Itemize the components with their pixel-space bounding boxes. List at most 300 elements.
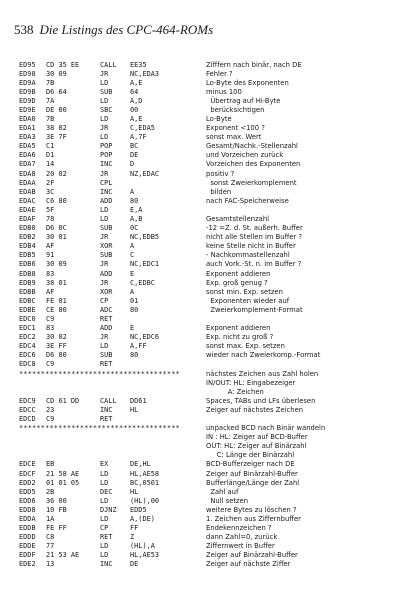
bytes-cell: 2B <box>46 487 55 496</box>
comment-text: Exp. nicht zu groß ? <box>206 333 274 342</box>
address-cell: EDD6 <box>19 496 36 505</box>
comment-text: unpacked BCD nach Binär wandeln <box>206 424 326 433</box>
comment-text: Übertrag auf Hi-Byte <box>206 96 281 105</box>
operand-cell: A <box>130 187 135 196</box>
operand-cell: C,EDBC <box>130 278 155 287</box>
address-cell: EDDF <box>19 551 36 560</box>
listing-row <box>0 360 419 368</box>
listing-row <box>0 270 419 278</box>
page-number: 538 <box>14 22 34 37</box>
mnemonic-cell: SBC <box>100 105 113 114</box>
mnemonic-cell: LD <box>100 215 109 224</box>
bytes-cell: C9 <box>46 315 55 324</box>
address-cell: EDCF <box>19 469 36 478</box>
address-cell: EDD2 <box>19 478 36 487</box>
mnemonic-cell: INC <box>100 405 113 414</box>
comment-text: wieder nach Zweierkomp.-Format <box>206 351 321 360</box>
operand-cell: DE <box>130 560 139 569</box>
address-cell: EDC4 <box>19 342 36 351</box>
operand-cell: 80 <box>130 196 139 205</box>
bytes-cell: DE 00 <box>46 105 67 114</box>
address-cell: ED95 <box>19 60 36 69</box>
mnemonic-cell: CP <box>100 524 109 533</box>
comment-text: sonst min. Exp. setzen <box>206 287 283 296</box>
bytes-cell: C6 80 <box>46 196 67 205</box>
listing-row <box>0 306 419 314</box>
listing-row <box>0 160 419 168</box>
bytes-cell: 3E FF <box>46 342 67 351</box>
mnemonic-cell: JR <box>100 333 109 342</box>
mnemonic-cell: JR <box>100 124 109 133</box>
address-cell: EDC1 <box>19 324 36 333</box>
bytes-cell: 1A <box>46 515 55 523</box>
listing-row <box>0 297 419 305</box>
address-cell: EDCE <box>19 460 36 469</box>
mnemonic-cell: LD <box>100 478 109 487</box>
listing-row <box>0 324 419 332</box>
bytes-cell: 38 01 <box>46 278 67 287</box>
address-cell: EDC9 <box>19 396 36 405</box>
comment-text: IN : HL: Zeiger auf BCD-Buffer <box>206 433 308 442</box>
bytes-cell: 14 <box>46 160 55 169</box>
mnemonic-cell: LD <box>100 551 109 560</box>
mnemonic-cell: LD <box>100 96 109 105</box>
mnemonic-cell: CPL <box>100 178 113 187</box>
listing-row <box>0 170 419 178</box>
bytes-cell: 36 00 <box>46 496 67 505</box>
bytes-cell: 7A <box>46 96 55 105</box>
comment-text: keine Stelle nicht in Buffer <box>206 242 296 251</box>
listing-row <box>0 315 419 323</box>
comment-text: Zeiger auf nächstes Zeichen <box>206 405 304 414</box>
operand-cell: C,EDA5 <box>130 124 155 133</box>
address-cell: EDDE <box>19 542 36 551</box>
bytes-cell: 23 <box>46 405 55 414</box>
listing-row <box>0 197 419 205</box>
address-cell: EDD8 <box>19 505 36 514</box>
bytes-cell: CE 80 <box>46 305 67 314</box>
comment-text: Zahl auf <box>206 487 239 496</box>
mnemonic-cell: CALL <box>100 396 117 405</box>
address-cell: ED9B <box>19 87 36 96</box>
operand-cell: A,D <box>130 96 143 105</box>
bytes-cell: 7B <box>46 115 55 124</box>
bytes-cell: 30 01 <box>46 233 67 242</box>
bytes-cell: D1 <box>46 151 55 160</box>
bytes-cell: 21 58 AE <box>46 469 80 478</box>
operand-cell: 80 <box>130 305 139 314</box>
listing-row <box>0 61 419 69</box>
comment-text: Zweierkomplement-Format <box>206 305 303 314</box>
listing-row <box>0 406 419 414</box>
comment-text: Exponenten wieder auf <box>206 296 290 305</box>
comment-text: Gesamtstellenzahl <box>206 215 270 224</box>
address-cell: EDA3 <box>19 133 36 142</box>
comment-text: Spaces, TABs und LFs überlesen <box>206 396 316 405</box>
listing-row <box>0 97 419 105</box>
comment-text: nächstes Zeichen aus Zahl holen <box>206 369 319 378</box>
comment-text: nach FAC-Speicherweise <box>206 196 289 205</box>
comment-text: BCD-Bufferzeiger nach DE <box>206 460 295 469</box>
comment-text: bilden <box>206 187 232 196</box>
operand-cell: E,A <box>130 205 143 214</box>
bytes-cell: C9 <box>46 415 55 423</box>
operand-cell: E <box>130 269 135 278</box>
operand-cell: NC,EDA3 <box>130 69 160 78</box>
listing-row <box>0 70 419 78</box>
mnemonic-cell: XOR <box>100 242 113 251</box>
mnemonic-cell: RET <box>100 533 113 542</box>
listing-row <box>0 433 419 441</box>
comment-text: Null setzen <box>206 496 249 505</box>
address-cell: EDA0 <box>19 115 36 124</box>
bytes-cell: CD 61 DD <box>46 396 80 405</box>
listing-row <box>0 388 419 396</box>
mnemonic-cell: SUB <box>100 87 113 96</box>
mnemonic-cell: XOR <box>100 287 113 296</box>
mnemonic-cell: SUB <box>100 251 113 260</box>
comment-text: Zifffern nach binär, nach DE <box>206 60 302 69</box>
bytes-cell: 13 <box>46 560 55 569</box>
comment-text: IN/OUT: HL: Eingabezeiger <box>206 378 296 387</box>
bytes-cell: FE FF <box>46 524 67 533</box>
mnemonic-cell: LD <box>100 115 109 124</box>
address-cell: EDB2 <box>19 233 36 242</box>
mnemonic-cell: DEC <box>100 487 113 496</box>
listing-row <box>0 79 419 87</box>
listing-row <box>0 524 419 532</box>
listing-row <box>0 124 419 132</box>
listing-row <box>0 288 419 296</box>
comment-text: Exponent addieren <box>206 269 271 278</box>
comment-text: und Vorzeichen zurück <box>206 151 284 160</box>
operand-cell: EE35 <box>130 60 147 69</box>
bytes-cell: 7B <box>46 78 55 87</box>
section-separator-row <box>0 370 419 378</box>
address-cell: EDA1 <box>19 124 36 133</box>
mnemonic-cell: LD <box>100 542 109 551</box>
listing-row <box>0 179 419 187</box>
operand-cell: FF <box>130 524 139 533</box>
mnemonic-cell: ADD <box>100 269 113 278</box>
comment-text: - Nachkommastellenzahl <box>206 251 290 260</box>
comment-text: Bufferlänge/Länge der Zahl <box>206 478 300 487</box>
mnemonic-cell: LD <box>100 78 109 87</box>
comment-text: Zeiger auf nächste Ziffer <box>206 560 291 569</box>
address-cell: EDA7 <box>19 160 36 169</box>
bytes-cell: 3C <box>46 187 55 196</box>
address-cell: EDDB <box>19 524 36 533</box>
listing-row <box>0 506 419 514</box>
bytes-cell: 2F <box>46 178 55 187</box>
separator-stars: ************************************* <box>19 424 180 433</box>
listing-row <box>0 333 419 341</box>
address-cell: EDAE <box>19 205 36 214</box>
listing-row <box>0 460 419 468</box>
comment-text: Zeiger auf Binärzahl-Buffer <box>206 469 298 478</box>
comment-text: Endekennzeichen ? <box>206 524 272 533</box>
mnemonic-cell: LD <box>100 469 109 478</box>
address-cell: EDCD <box>19 415 36 423</box>
comment-text: Lo-Byte <box>206 115 232 124</box>
listing-row <box>0 215 419 223</box>
listing-row <box>0 415 419 423</box>
listing-row <box>0 133 419 141</box>
operand-cell: A,E <box>130 78 143 87</box>
address-cell: EDD5 <box>19 487 36 496</box>
bytes-cell: AF <box>46 287 55 296</box>
operand-cell: A,FF <box>130 342 147 351</box>
operand-cell: 80 <box>130 351 139 360</box>
mnemonic-cell: CALL <box>100 60 117 69</box>
comment-text: dann Zahl=0, zurück <box>206 533 278 542</box>
mnemonic-cell: ADC <box>100 305 113 314</box>
listing-row <box>0 251 419 259</box>
bytes-cell: C1 <box>46 142 55 151</box>
listing-row <box>0 479 419 487</box>
bytes-cell: 30 09 <box>46 260 67 269</box>
mnemonic-cell: JR <box>100 169 109 178</box>
mnemonic-cell: INC <box>100 160 113 169</box>
operand-cell: 01 <box>130 296 139 305</box>
operand-cell: HL,AE53 <box>130 551 160 560</box>
operand-cell: DE,HL <box>130 460 151 469</box>
mnemonic-cell: LD <box>100 515 109 523</box>
comment-text: weitere Bytes zu löschen ? <box>206 505 297 514</box>
operand-cell: A,(DE) <box>130 515 155 523</box>
page-header <box>14 22 404 40</box>
listing-row <box>0 542 419 550</box>
separator-stars: ************************************* <box>19 369 180 378</box>
bytes-cell: 21 53 AE <box>46 551 80 560</box>
comment-text: -12 =Z. d. St. außerh. Buffer <box>206 224 303 233</box>
bytes-cell: 78 <box>46 215 55 224</box>
bytes-cell: 77 <box>46 542 55 551</box>
address-cell: EDE2 <box>19 560 36 569</box>
bytes-cell: AF <box>46 242 55 251</box>
operand-cell: 0C <box>130 224 139 233</box>
listing-row <box>0 188 419 196</box>
operand-cell: NC,EDC1 <box>130 260 160 269</box>
operand-cell: DD61 <box>130 396 147 405</box>
address-cell: ED9D <box>19 96 36 105</box>
address-cell: EDC0 <box>19 315 36 324</box>
address-cell: EDB6 <box>19 260 36 269</box>
comment-text: Fehler ? <box>206 69 233 78</box>
bytes-cell: 30 09 <box>46 69 67 78</box>
operand-cell: HL <box>130 487 139 496</box>
mnemonic-cell: LD <box>100 342 109 351</box>
operand-cell: 64 <box>130 87 139 96</box>
comment-text: berücksichtigen <box>206 105 265 114</box>
mnemonic-cell: EX <box>100 460 109 469</box>
mnemonic-cell: INC <box>100 187 113 196</box>
operand-cell: A <box>130 242 135 251</box>
section-separator-row <box>0 424 419 432</box>
listing-row <box>0 442 419 450</box>
mnemonic-cell: DJNZ <box>100 505 117 514</box>
bytes-cell: 83 <box>46 269 55 278</box>
address-cell: EDAC <box>19 196 36 205</box>
address-cell: EDB8 <box>19 269 36 278</box>
bytes-cell: 38 02 <box>46 124 67 133</box>
listing-row <box>0 260 419 268</box>
address-cell: EDDD <box>19 533 36 542</box>
listing-row <box>0 488 419 496</box>
comment-text: nicht alle Stellen im Buffer ? <box>206 233 303 242</box>
bytes-cell: 91 <box>46 251 55 260</box>
operand-cell: A,E <box>130 115 143 124</box>
bytes-cell: 20 02 <box>46 169 67 178</box>
operand-cell: C <box>130 251 135 260</box>
comment-text: C: Länge der Binärzahl <box>206 451 295 460</box>
comment-text: sonst Zweierkomplement <box>206 178 297 187</box>
bytes-cell: 3E 7F <box>46 133 67 142</box>
comment-text: Vorzeichen des Exponenten <box>206 160 301 169</box>
bytes-cell: 5F <box>46 205 55 214</box>
address-cell: EDB4 <box>19 242 36 251</box>
address-cell: ED9E <box>19 105 36 114</box>
listing-row <box>0 515 419 523</box>
listing-row <box>0 206 419 214</box>
listing-row <box>0 497 419 505</box>
comment-text: sonst max. Wert <box>206 133 262 142</box>
bytes-cell: FE 01 <box>46 296 67 305</box>
operand-cell: (HL),A <box>130 542 155 551</box>
address-cell: EDA8 <box>19 169 36 178</box>
comment-text: Exponent addieren <box>206 324 271 333</box>
address-cell: EDC2 <box>19 333 36 342</box>
address-cell: ED98 <box>19 69 36 78</box>
comment-text: positiv ? <box>206 169 235 178</box>
listing-row <box>0 397 419 405</box>
address-cell: EDB9 <box>19 278 36 287</box>
mnemonic-cell: JR <box>100 260 109 269</box>
listing-row <box>0 342 419 350</box>
listing-row <box>0 242 419 250</box>
operand-cell: NC,EDC6 <box>130 333 160 342</box>
bytes-cell: CD 35 EE <box>46 60 80 69</box>
comment-text: minus 100 <box>206 87 242 96</box>
mnemonic-cell: ADD <box>100 196 113 205</box>
address-cell: EDAA <box>19 178 36 187</box>
address-cell: EDC6 <box>19 351 36 360</box>
comment-text: Lo-Byte des Exponenten <box>206 78 289 87</box>
mnemonic-cell: ADD <box>100 324 113 333</box>
operand-cell: HL <box>130 405 139 414</box>
listing-row <box>0 151 419 159</box>
operand-cell: A,B <box>130 215 143 224</box>
address-cell: EDCC <box>19 405 36 414</box>
bytes-cell: D6 64 <box>46 87 67 96</box>
address-cell: ED9A <box>19 78 36 87</box>
listing-row <box>0 379 419 387</box>
listing-row <box>0 470 419 478</box>
address-cell: EDC8 <box>19 360 36 369</box>
bytes-cell: C8 <box>46 533 55 542</box>
operand-cell: BC,0501 <box>130 478 160 487</box>
address-cell: EDB5 <box>19 251 36 260</box>
address-cell: EDA5 <box>19 142 36 151</box>
operand-cell: NZ,EDAC <box>130 169 160 178</box>
mnemonic-cell: RET <box>100 415 113 423</box>
address-cell: EDBE <box>19 305 36 314</box>
mnemonic-cell: POP <box>100 142 113 151</box>
mnemonic-cell: CP <box>100 296 109 305</box>
comment-text: A: Zeichen <box>206 387 264 396</box>
bytes-cell: 10 FB <box>46 505 67 514</box>
bytes-cell: D6 0C <box>46 224 67 233</box>
listing-row <box>0 533 419 541</box>
address-cell: EDDA <box>19 515 36 523</box>
operand-cell: NC,EDB5 <box>130 233 160 242</box>
address-cell: EDB0 <box>19 224 36 233</box>
operand-cell: E <box>130 324 135 333</box>
comment-text: Zeiger auf Binärzahl-Buffer <box>206 551 298 560</box>
bytes-cell: EB <box>46 460 55 469</box>
comment-text: Ziffernwert in Buffer <box>206 542 275 551</box>
operand-cell: D <box>130 160 135 169</box>
mnemonic-cell: RET <box>100 360 113 369</box>
listing-row <box>0 279 419 287</box>
operand-cell: 00 <box>130 105 139 114</box>
comment-text: OUT: HL: Zeiger auf Binärzahl <box>206 442 307 451</box>
operand-cell: (HL),00 <box>130 496 160 505</box>
comment-text: 1. Zeichen aus Ziffernbuffer <box>206 515 301 523</box>
bytes-cell: 83 <box>46 324 55 333</box>
operand-cell: A,7F <box>130 133 147 142</box>
operand-cell: HL,AE58 <box>130 469 160 478</box>
mnemonic-cell: INC <box>100 560 113 569</box>
listing-row <box>0 233 419 241</box>
listing-row <box>0 224 419 232</box>
mnemonic-cell: RET <box>100 315 113 324</box>
comment-text: Exponent <100 ? <box>206 124 265 133</box>
bytes-cell: 01 01 05 <box>46 478 80 487</box>
listing-row <box>0 451 419 459</box>
listing-row <box>0 115 419 123</box>
mnemonic-cell: SUB <box>100 224 113 233</box>
page-title: Die Listings des CPC-464-ROMs <box>39 22 214 37</box>
mnemonic-cell: LD <box>100 133 109 142</box>
bytes-cell: D6 80 <box>46 351 67 360</box>
operand-cell: Z <box>130 533 135 542</box>
operand-cell: EDD5 <box>130 505 147 514</box>
address-cell: EDAB <box>19 187 36 196</box>
listing-row <box>0 142 419 150</box>
bytes-cell: C9 <box>46 360 55 369</box>
mnemonic-cell: POP <box>100 151 113 160</box>
bytes-cell: 30 02 <box>46 333 67 342</box>
mnemonic-cell: JR <box>100 233 109 242</box>
listing-row <box>0 106 419 114</box>
mnemonic-cell: LD <box>100 205 109 214</box>
address-cell: EDA6 <box>19 151 36 160</box>
comment-text: sonst max. Exp. setzen <box>206 342 285 351</box>
comment-text: Exp. groß genug ? <box>206 278 268 287</box>
address-cell: EDBC <box>19 296 36 305</box>
comment-text: auch Vork.-St. n. im Buffer ? <box>206 260 302 269</box>
mnemonic-cell: JR <box>100 69 109 78</box>
listing-row <box>0 88 419 96</box>
operand-cell: A <box>130 287 135 296</box>
mnemonic-cell: JR <box>100 278 109 287</box>
comment-text: Gesamt/Nachk.-Stellenzahl <box>206 142 298 151</box>
address-cell: EDAF <box>19 215 36 224</box>
operand-cell: BC <box>130 142 139 151</box>
listing-row <box>0 560 419 568</box>
mnemonic-cell: SUB <box>100 351 113 360</box>
